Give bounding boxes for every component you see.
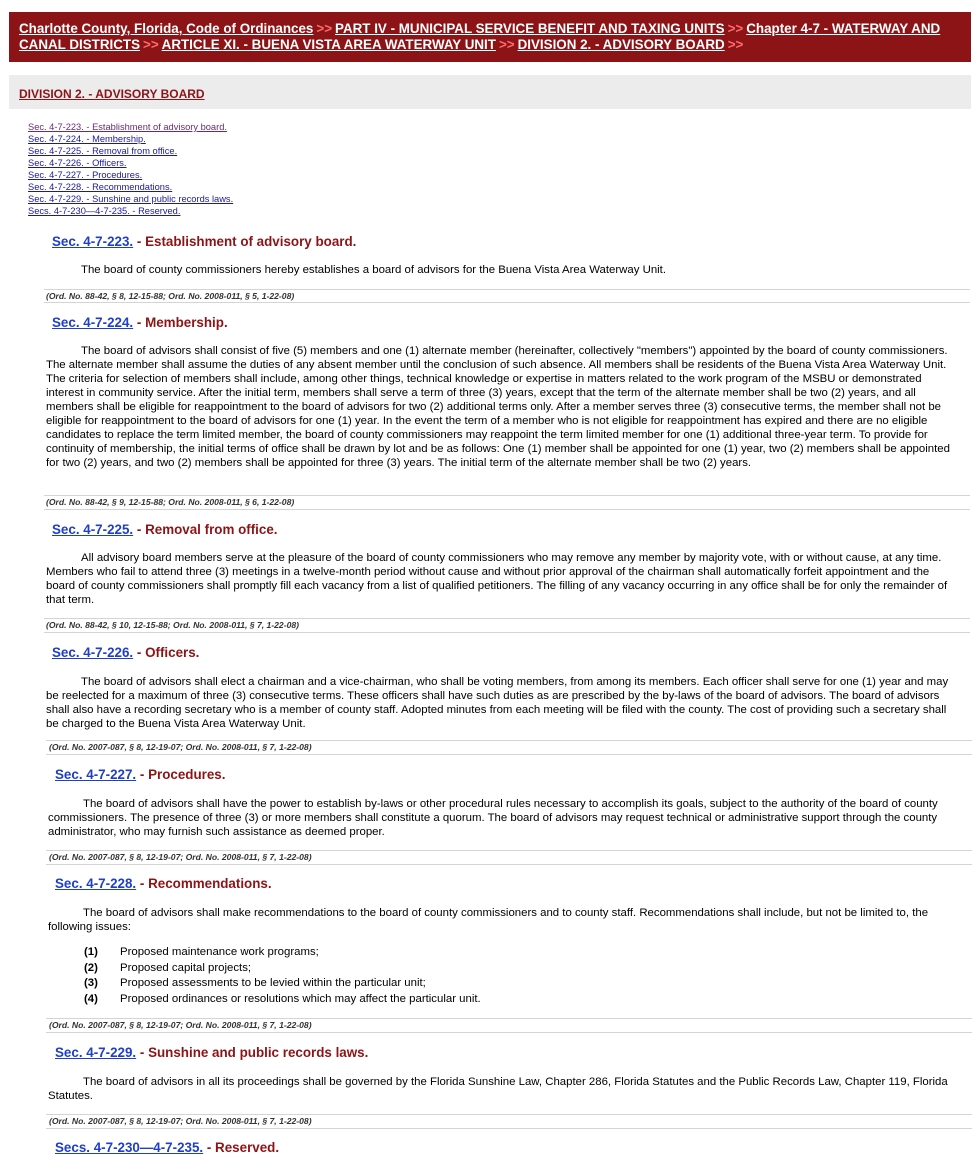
section-heading-4-7-223	[52, 234, 356, 249]
section-body: The board of advisors shall make recommendations to the board of county commissioners and to county staff. Recommendations shall include, but not be limited to, the following issues:	[48, 907, 929, 933]
breadcrumb-separator: >>	[727, 21, 744, 36]
toc-link-4-7-227[interactable]: Sec. 4-7-227. - Procedures.	[28, 170, 143, 180]
toc-link-4-7-225[interactable]: Sec. 4-7-225. - Removal from office.	[28, 146, 178, 156]
divider	[44, 495, 970, 496]
section-number-link[interactable]: Sec. 4-7-223.	[52, 234, 134, 249]
section-title: - Establishment of advisory board.	[136, 234, 357, 249]
toc-link-4-7-224[interactable]: Sec. 4-7-224. - Membership.	[28, 134, 146, 144]
division-header	[9, 75, 971, 109]
section-number-link[interactable]: Sec. 4-7-226.	[52, 645, 134, 660]
section-title: - Recommendations.	[139, 876, 272, 891]
list-item: (3) Proposed assessments to be levied within the particular unit;	[84, 977, 426, 989]
history-note: (Ord. No. 2007-087, § 8, 12-19-07; Ord. No. 2008-011, § 7, 1-22-08)	[49, 1020, 312, 1030]
breadcrumb-link-division[interactable]: DIVISION 2. - ADVISORY BOARD	[517, 36, 725, 52]
divider	[46, 1128, 972, 1129]
table-of-contents	[28, 121, 233, 217]
section-number-link[interactable]: Sec. 4-7-229.	[55, 1045, 137, 1060]
section-heading-4-7-227	[55, 767, 225, 782]
division-title-link[interactable]: DIVISION 2. - ADVISORY BOARD	[19, 87, 205, 101]
list-item: (4) Proposed ordinances or resolutions which may affect the particular unit.	[84, 992, 481, 1005]
breadcrumb-separator: >>	[498, 36, 515, 52]
toc-link-4-7-228[interactable]: Sec. 4-7-228. - Recommendations.	[28, 182, 173, 192]
divider	[46, 1018, 972, 1019]
section-number-link[interactable]: Secs. 4-7-230—4-7-235.	[55, 1140, 204, 1155]
divider	[46, 864, 972, 865]
recommendation-list	[84, 945, 481, 1007]
breadcrumb-link-chapter[interactable]: Chapter 4-7 - WATERWAY AND CANAL DISTRICTS	[19, 21, 941, 52]
toc-link-4-7-230[interactable]: Secs. 4-7-230—4-7-235. - Reserved.	[28, 206, 181, 216]
toc-link-4-7-229[interactable]: Sec. 4-7-229. - Sunshine and public records laws.	[28, 194, 234, 204]
divider	[44, 618, 970, 619]
history-note: (Ord. No. 2007-087, § 8, 12-19-07; Ord. No. 2008-011, § 7, 1-22-08)	[49, 742, 312, 752]
section-number-link[interactable]: Sec. 4-7-228.	[55, 876, 137, 891]
divider	[44, 509, 970, 510]
breadcrumb-link-code[interactable]: Charlotte County, Florida, Code of Ordinances	[19, 21, 314, 36]
section-body: The board of advisors in all its proceedings shall be governed by the Florida Sunshine Law, Chapter 286, Florida Statutes and the Public Records Law, Chapter 119, Florida Statutes.	[48, 1076, 948, 1102]
history-note: (Ord. No. 88-42, § 10, 12-15-88; Ord. No. 2008-011, § 7, 1-22-08)	[46, 620, 299, 630]
section-heading-4-7-224	[52, 315, 228, 330]
breadcrumb-link-article[interactable]: ARTICLE XI. - BUENA VISTA AREA WATERWAY UNIT	[161, 36, 496, 52]
section-title: - Reserved.	[206, 1140, 280, 1155]
breadcrumb-separator: >>	[727, 36, 744, 52]
section-title: - Membership.	[136, 315, 228, 330]
breadcrumb-separator: >>	[143, 36, 159, 52]
section-title: - Removal from office.	[136, 522, 278, 537]
divider	[46, 1114, 972, 1115]
divider	[44, 289, 970, 290]
section-title: - Procedures.	[139, 767, 226, 782]
list-item: (2) Proposed capital projects;	[84, 961, 252, 974]
divider	[46, 740, 972, 741]
section-body: The board of advisors shall have the power to establish by-laws or other procedural rules necessary to accomplish its goals, subject to the authority of the board of county commissioners. The presence of three (3) or more members shall constitute a quorum. The board of advisors may request technical or administrative support through the county administrator, who may furnish such assistance as deemed proper.	[48, 798, 938, 838]
section-number-link[interactable]: Sec. 4-7-224.	[52, 315, 134, 330]
section-title: - Sunshine and public records laws.	[139, 1045, 369, 1060]
list-item: (1) Proposed maintenance work programs;	[84, 946, 319, 958]
section-heading-4-7-228	[55, 876, 272, 891]
section-heading-4-7-226	[52, 645, 199, 660]
history-note: (Ord. No. 88-42, § 8, 12-15-88; Ord. No. 2008-011, § 5, 1-22-08)	[46, 291, 295, 301]
section-number-link[interactable]: Sec. 4-7-227.	[55, 767, 137, 782]
section-body: All advisory board members serve at the pleasure of the board of county commissioners who may remove any member by majority vote, with or without cause, at any time. Members who fail to attend three (3) meetings in a twelve-month period without cause and without prior approval of the chairman shall automatically forfeit appointment and the board of county commissioners shall promptly fill each vacancy from a list of qualified petitioners. The filling of any vacancy occurring in any office shall be for only the remainder of that term.	[46, 552, 948, 606]
divider	[44, 632, 970, 633]
section-body: The board of advisors shall consist of five (5) members and one (1) alternate member (hereinafter, collectively "members") appointed by the board of county commissioners. The alternate member shall assume the duties of any absent member until the conclusion of such absence. All members shall be residents of the Buena Vista Area Waterway Unit. The criteria for selection of members shall include, among other things, technical knowledge or expertise in matters related to the work program of the MSBU or demonstrated interest in community service. After the initial term, members shall serve a term of three (3) years, except that the term of the alternate member shall be two (2) years, and all members shall be eligible for reappointment to the board of advisors for two (2) additional terms only. After a member serves three (3) consecutive terms, the member shall not be eligible for reappointment to the board of advisors for one (1) year. In the event the term of a member who is not eligible for reappointment has expired and there are no eligible candidates to replace the term limited member, the board of county commissioners may reappoint the term limited member for one (1) additional three-year term. To provide for continuity of membership, the initial terms of office shall be drawn by lot and be as follows: One (1) member shall be appointed for one (1) year, two (2) members shall be appointed for two (2) years, and two (2) members shall be appointed for three (3) years. The initial term of the alternate member shall be two (2) years.	[46, 345, 950, 469]
section-body: The board of county commissioners hereby establishes a board of advisors for the Buena Vista Area Waterway Unit.	[81, 264, 667, 276]
divider	[44, 302, 970, 303]
section-heading-4-7-229	[55, 1045, 368, 1060]
section-number-link[interactable]: Sec. 4-7-225.	[52, 522, 134, 537]
history-note: (Ord. No. 2007-087, § 8, 12-19-07; Ord. No. 2008-011, § 7, 1-22-08)	[49, 852, 312, 862]
section-heading-4-7-230	[55, 1140, 279, 1155]
section-heading-4-7-225	[52, 522, 278, 537]
section-title: - Officers.	[136, 645, 200, 660]
toc-link-4-7-223[interactable]: Sec. 4-7-223. - Establishment of advisory board.	[28, 122, 227, 132]
toc-link-4-7-226[interactable]: Sec. 4-7-226. - Officers.	[28, 158, 127, 168]
breadcrumb-link-part-iv[interactable]: PART IV - MUNICIPAL SERVICE BENEFIT AND TAXING UNITS	[335, 21, 725, 36]
divider	[46, 1032, 972, 1033]
breadcrumb-separator: >>	[316, 21, 333, 36]
divider	[46, 850, 972, 851]
history-note: (Ord. No. 2007-087, § 8, 12-19-07; Ord. No. 2008-011, § 7, 1-22-08)	[49, 1116, 312, 1126]
breadcrumb	[9, 12, 971, 62]
divider	[46, 754, 972, 755]
section-body: The board of advisors shall elect a chairman and a vice-chairman, who shall be voting members, from among its members. Each officer shall serve for one (1) year and may be reelected for a maximum of three (3) consecutive terms. These officers shall have such duties as are prescribed by the by-laws of the board of advisors. The board of advisors shall also have a recording secretary who is a member of county staff. Adopted minutes from each meeting will be filed with the county. The cost of providing such a secretary shall be charged to the Buena Vista Area Waterway Unit.	[46, 676, 949, 730]
history-note: (Ord. No. 88-42, § 9, 12-15-88; Ord. No. 2008-011, § 6, 1-22-08)	[46, 497, 295, 507]
